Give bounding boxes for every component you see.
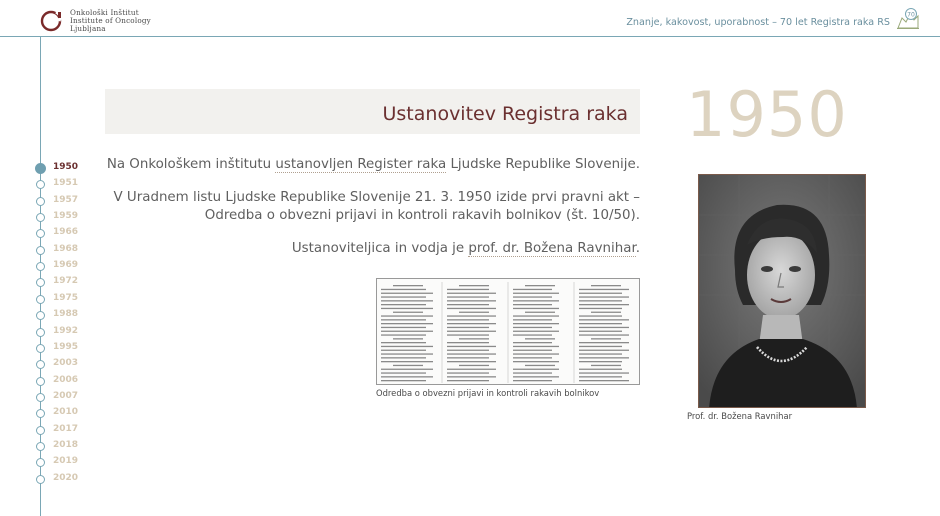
timeline-year-1992[interactable]	[0, 325, 80, 341]
body-text	[105, 156, 640, 273]
page-title: Ustanovitev Registra raka	[382, 103, 628, 125]
timeline-dot-icon	[36, 278, 45, 287]
timeline-year-1988[interactable]	[0, 308, 80, 324]
timeline-year-1950[interactable]	[0, 161, 80, 177]
p3-text-b: .	[635, 241, 640, 256]
timeline-dot-icon	[36, 311, 45, 320]
timeline-year-1972[interactable]	[0, 275, 80, 291]
timeline-year-1959[interactable]	[0, 210, 80, 226]
document-scan-icon	[377, 279, 640, 385]
header	[0, 0, 940, 37]
timeline-dot-icon	[36, 344, 45, 353]
p1-text-a: Na Onkološkem inštitutu	[106, 157, 276, 172]
timeline-dot-icon	[36, 262, 45, 271]
timeline-year-label: 2018	[53, 439, 79, 450]
ravnihar-link[interactable]: prof. dr. Božena Ravnihar	[468, 241, 636, 256]
logo-mark-icon	[40, 9, 64, 33]
timeline-year-1951[interactable]	[0, 177, 80, 193]
timeline-year-2019[interactable]	[0, 455, 80, 471]
portrait-image-icon	[699, 175, 866, 408]
paragraph-1	[105, 156, 640, 174]
timeline-year-2006[interactable]	[0, 374, 80, 390]
timeline-year-label: 1995	[53, 341, 79, 352]
institute-logo[interactable]	[40, 9, 151, 34]
timeline-dot-icon	[36, 409, 45, 418]
timeline-dot-icon	[36, 229, 45, 238]
timeline-dot-icon	[36, 328, 45, 337]
timeline-dot-icon	[36, 360, 45, 369]
timeline-year-2020[interactable]	[0, 472, 80, 488]
timeline-year-label: 2007	[53, 390, 79, 401]
timeline-dot-icon	[36, 475, 45, 484]
timeline-year-2017[interactable]	[0, 423, 80, 439]
paragraph-3	[105, 240, 640, 258]
timeline-year-2007[interactable]	[0, 390, 80, 406]
timeline-dot-icon	[36, 393, 45, 402]
timeline-year-label: 1950	[53, 162, 79, 172]
timeline-year-1968[interactable]	[0, 243, 80, 259]
timeline-year-label: 2006	[53, 374, 79, 385]
timeline-year-label: 1988	[53, 309, 79, 320]
timeline-year-label: 2017	[53, 423, 79, 434]
timeline-dot-icon	[36, 442, 45, 451]
timeline-dot-icon	[36, 213, 45, 222]
timeline-year-2010[interactable]	[0, 406, 80, 422]
big-year: 1950	[686, 78, 848, 151]
timeline-dot-icon	[36, 197, 45, 206]
timeline-year-label: 1969	[53, 260, 79, 271]
document-caption: Odredba o obvezni prijavi in kontroli rakavih bolnikov	[376, 388, 600, 398]
timeline-year-label: 2019	[53, 456, 79, 467]
decree-document-image[interactable]	[376, 278, 640, 385]
timeline-dot-icon	[36, 426, 45, 435]
p1-text-b: Ljudske Republike Slovenije.	[446, 157, 640, 172]
anniversary-70-icon	[896, 8, 920, 30]
timeline-year-label: 1959	[53, 211, 79, 222]
logo-line-2: Institute of Oncology	[70, 16, 151, 26]
timeline-year-1975[interactable]	[0, 292, 80, 308]
timeline-dot-icon	[36, 246, 45, 255]
timeline-year-1969[interactable]	[0, 259, 80, 275]
portrait-caption: Prof. dr. Božena Ravnihar	[687, 411, 793, 421]
timeline-year-label: 1968	[53, 243, 79, 254]
svg-text:70: 70	[907, 11, 915, 19]
timeline-year-label: 2003	[53, 358, 79, 369]
timeline-year-1957[interactable]	[0, 194, 80, 210]
timeline-year-2003[interactable]	[0, 357, 80, 373]
timeline-year-label: 1966	[53, 227, 79, 238]
timeline-dot-icon	[36, 295, 45, 304]
header-tagline: Znanje, kakovost, uporabnost – 70 let Registra raka RS	[626, 17, 890, 28]
logo-line-3: Ljubljana	[70, 24, 106, 34]
timeline-year-label: 1975	[53, 292, 79, 303]
timeline-year-1995[interactable]	[0, 341, 80, 357]
timeline-year-2018[interactable]	[0, 439, 80, 455]
timeline-year-label: 1992	[53, 325, 79, 336]
timeline-dot-icon	[36, 458, 45, 467]
register-link[interactable]: ustanovljen Register raka	[275, 157, 447, 172]
p3-text-a: Ustanoviteljica in vodja je	[291, 241, 469, 256]
timeline-year-label: 2010	[53, 407, 79, 418]
timeline-year-label: 1951	[53, 178, 79, 189]
logo-line-1: Onkološki Inštitut	[70, 8, 139, 17]
timeline-year-label: 2020	[53, 472, 79, 483]
title-bar	[105, 89, 640, 134]
logo-text	[70, 9, 151, 34]
timeline-dot-icon	[36, 180, 45, 189]
timeline-year-label: 1972	[53, 276, 79, 287]
paragraph-2: V Uradnem listu Ljudske Republike Slovenije 21. 3. 1950 izide prvi pravni akt – Odredba o obvezni prijavi in kontroli rakavih bolnikov (št. 10/50).	[113, 190, 640, 223]
timeline-year-1966[interactable]	[0, 226, 80, 242]
portrait-photo[interactable]	[698, 174, 866, 408]
timeline-year-label: 1957	[53, 194, 79, 205]
timeline-dot-icon	[35, 163, 46, 174]
timeline-dot-icon	[36, 377, 45, 386]
header-divider	[0, 36, 940, 37]
